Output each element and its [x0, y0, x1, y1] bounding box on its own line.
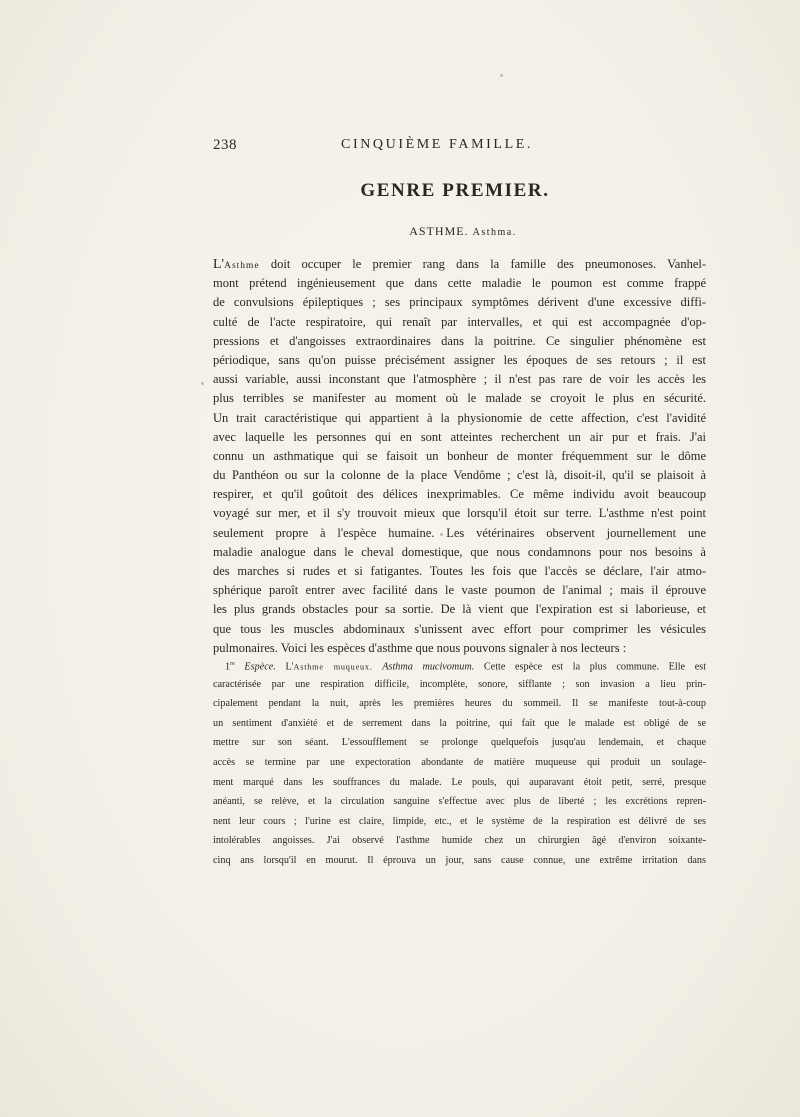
species-name: ASTHME.: [409, 224, 469, 238]
species-name-prefix: L': [285, 661, 294, 673]
paragraph-line: mettre sur son séant. L'essoufflement se prolonge quelquefois jusqu'au lendemain, et chaque: [213, 737, 706, 749]
species-label: Espèce.: [244, 661, 276, 673]
paragraph-line: accès se termine par une expectoration abondante de matière muqueuse qui produit un soulage-: [213, 756, 706, 768]
paragraph-line: ment marqué dans les souffrances du malade. Le pouls, qui auparavant étoit petit, serré, presque: [213, 776, 706, 788]
small-caps-term: Asthme: [224, 261, 260, 271]
paragraph-line: [213, 255, 706, 274]
drop-cap: L': [213, 257, 225, 272]
paragraph-line: les plus grands obstacles pour sa sortie. De là vient que l'expiration est si laborieuse, et: [213, 602, 706, 617]
paragraph-line: du Panthéon ou sur la colonne de la place Vendôme ; c'est là, disoit-il, qu'il se plaisoit à: [213, 468, 706, 483]
intro-paragraph: [213, 255, 706, 658]
paragraph-line: plus terribles se manifester au moment où le malade se croyoit le plus en sécurité.: [213, 391, 706, 406]
paragraph-line: intolérables angoisses. J'ai observé l'asthme humide chez un chirurgien âgé d'environ soixante-: [213, 835, 706, 847]
paper-spot: [500, 74, 503, 77]
line-text: Cette espèce est la plus commune. Elle est: [483, 661, 706, 673]
paragraph-line: avec laquelle les personnes qui en sont atteintes recherchent un air pur et frais. J'ai: [213, 429, 706, 444]
paragraph-line: aussi variable, aussi inconstant que l'atmosphère ; il n'est pas rare de voir les accès les: [213, 372, 706, 387]
paragraph-line: caractérisée par une respiration difficile, incomplète, sonore, sifflante ; son invasion a lieu prin-: [213, 678, 706, 690]
paragraph-line: mont prétend ingénieusement que dans cette maladie le poumon est comme frappé: [213, 276, 706, 291]
paragraph-line: un sentiment d'anxiété et de serrement dans la poitrine, qui fait que le malade est obligé de se: [213, 717, 706, 729]
paragraph-line: sphérique paroît entrer avec facilité dans le vaste poumon de l'animal ; mais il éprouve: [213, 583, 706, 598]
paragraph-line: anéanti, se relève, et la circulation sanguine s'effectue avec plus de liberté ; les excrétions repren-: [213, 796, 706, 808]
paragraph-line: nent leur cours ; l'urine est claire, limpide, etc., et le système de la respiration est délivré de ses: [213, 815, 706, 827]
paragraph-line: pressions et d'angoisses extraordinaires dans la poitrine. Ce singulier phénomène est: [213, 333, 706, 348]
species-name: Asthme muqueux.: [293, 662, 373, 672]
species-number: 1: [225, 661, 231, 673]
paragraph-line: des marches si rudes et si fatigantes. Toutes les fois que l'accès se déclare, l'air atmo-: [213, 564, 706, 578]
paragraph-line: que tous les muscles abdominaux s'unissent avec effort pour comprimer les vésicules: [213, 621, 706, 636]
paragraph-line: pulmonaires. Voici les espèces d'asthme que nous pouvons signaler à nos lecteurs :: [213, 640, 627, 655]
paragraph-line: seulement propre à l'espèce humaine. Les vétérinaires observent journellement une: [213, 525, 706, 540]
paragraph-line: de convulsions épileptiques ; ses principaux symptômes dérivent d'une excessive diffi-: [213, 295, 706, 310]
paragraph-line: Un trait caractéristique qui appartient à la physionomie de cette affection, c'est l'avidité: [213, 410, 706, 425]
running-head: [213, 137, 713, 157]
running-title: CINQUIÈME FAMILLE.: [341, 137, 533, 152]
paragraph-line: périodique, sans qu'on puisse précisément assigner les époques de ses retours ; il est: [213, 352, 706, 367]
first-species-paragraph: [213, 655, 706, 871]
species-latin: Asthma.: [472, 227, 517, 238]
paragraph-line: connu un asthmatique qui se faisoit un bonheur de monter fréquemment sur le dôme: [213, 448, 706, 463]
species-heading-line: [213, 655, 706, 675]
paragraph-line: cinq ans lorsqu'il en mourut. Il éprouva un jour, sans cause connue, une extrême irritation dans: [213, 854, 706, 866]
genre-title: GENRE PREMIER.: [360, 180, 550, 201]
species-latin-name: Asthma mucivomum.: [382, 661, 475, 673]
species-ordinal: re: [230, 661, 235, 667]
paragraph-line: maladie analogue dans le cheval domestique, que nous condamnons pour nos besoins à: [213, 544, 706, 559]
paragraph-line: culté de l'acte respiratoire, qui renaît par intervalles, et qui est accompagnée d'op-: [213, 314, 706, 329]
paragraph-line: voyagé sur mer, et il s'y trouvoit mieux que lorsqu'il étoit sur terre. L'asthme n'est point: [213, 506, 706, 521]
paragraph-line: cipalement pendant la nuit, après les premières heures du sommeil. Il se manifeste tout-à-coup: [213, 698, 706, 710]
paper-spot: [201, 382, 204, 385]
line-text: doit occuper le premier rang dans la famille des pneumonoses. Vanhel-: [259, 257, 706, 271]
page-number: 238: [213, 137, 237, 153]
paragraph-line: respirer, et qu'il goûtoit des délices inexprimables. Ce même individu avoit beaucoup: [213, 487, 706, 502]
species-title: [0, 224, 800, 239]
